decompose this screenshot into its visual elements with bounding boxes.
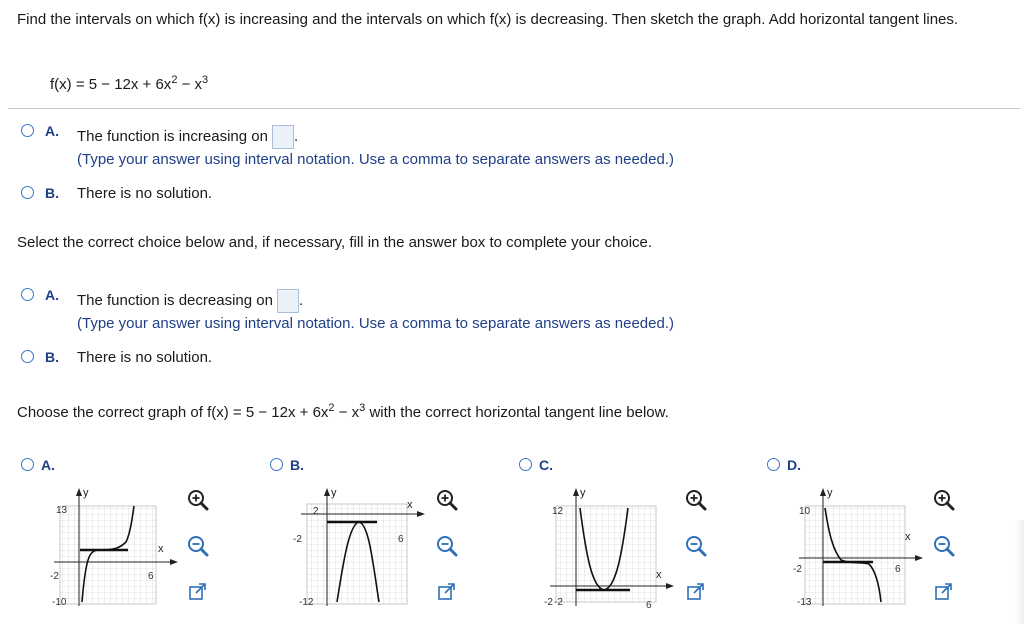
- graph-d-letter: D.: [787, 457, 801, 473]
- graph-b-x-label: x: [407, 499, 413, 511]
- divider: [8, 108, 1020, 109]
- function-exponent-2: 2: [171, 74, 178, 86]
- graph-b-popout-icon[interactable]: [437, 582, 457, 602]
- graph-d-xmin-tick: -2: [793, 564, 802, 575]
- part1-option-a-text: [77, 125, 298, 149]
- part2-period: .: [298, 291, 304, 309]
- graph-c-y-arrow: [573, 488, 579, 496]
- part2-option-b-radio[interactable]: [21, 350, 34, 363]
- graph-b-zoom-in-icon[interactable]: [435, 488, 459, 512]
- graph-c-x-arrow: [666, 583, 674, 589]
- graph-a-ymin-tick: -10: [52, 597, 67, 608]
- graph-d[interactable]: [785, 484, 935, 614]
- graph-d-ymin-tick: -13: [797, 597, 812, 608]
- scroll-edge-shadow: [1014, 520, 1024, 624]
- graph-a-radio[interactable]: [21, 458, 34, 471]
- part2-instruction: Select the correct choice below and, if necessary, fill in the answer box to complete your choice.: [17, 234, 653, 251]
- graph-c[interactable]: [536, 484, 686, 614]
- graph-a-zoom-out-icon[interactable]: [186, 534, 210, 558]
- part1-option-a-radio[interactable]: [21, 124, 34, 137]
- graph-b-y-arrow: [324, 488, 330, 496]
- graph-a-y-label: y: [83, 487, 89, 499]
- part1-option-a-hint: (Type your answer using interval notation. Use a comma to separate answers as needed.): [77, 151, 674, 168]
- part2-option-a-letter: A.: [45, 287, 59, 303]
- graph-a-x-arrow: [170, 559, 178, 565]
- graph-b-zoom-out-icon[interactable]: [435, 534, 459, 558]
- decreasing-answer-box[interactable]: [277, 289, 299, 313]
- graph-b-ymin-tick: -12: [299, 597, 314, 608]
- graph-a-popout-icon[interactable]: [188, 582, 208, 602]
- graph-c-popout-icon[interactable]: [686, 582, 706, 602]
- part2-option-a-radio[interactable]: [21, 288, 34, 301]
- graph-c-zoom-in-icon[interactable]: [684, 488, 708, 512]
- part1-option-b-radio[interactable]: [21, 186, 34, 199]
- graph-a-ymax-tick: 13: [56, 505, 68, 516]
- graph-d-y-arrow: [820, 488, 826, 496]
- graph-c-x-label: x: [656, 569, 662, 581]
- graph-d-x-label: x: [905, 531, 911, 543]
- graph-d-ymax-tick: 10: [799, 506, 811, 517]
- function-mid: − x: [177, 76, 203, 93]
- graph-b-xmin-tick: -2: [293, 534, 302, 545]
- graph-c-grid: [556, 506, 656, 602]
- part1-option-b-letter: B.: [45, 185, 59, 201]
- graph-a-xmin-tick: -2: [50, 571, 59, 582]
- graph-c-xmin-tick: -2: [544, 597, 553, 608]
- graph-b-letter: B.: [290, 457, 304, 473]
- graph-d-x-arrow: [915, 555, 923, 561]
- part1-period: .: [293, 127, 299, 145]
- graph-a-xmax-tick: 6: [148, 571, 154, 582]
- part3-instruction: [17, 404, 669, 421]
- graph-b[interactable]: [287, 484, 437, 614]
- part3-instruction-prefix: Choose the correct graph of f(x) = 5 − 12x + 6x: [17, 404, 329, 421]
- graph-b-grid: [307, 504, 407, 604]
- graph-b-x-arrow: [417, 511, 425, 517]
- part1-option-b-text: There is no solution.: [77, 185, 213, 202]
- graph-c-ymax-tick: 12: [552, 506, 564, 517]
- part2-option-a-hint: (Type your answer using interval notation. Use a comma to separate answers as needed.): [77, 315, 674, 332]
- graph-c-letter: C.: [539, 457, 553, 473]
- part2-option-b-letter: B.: [45, 349, 59, 365]
- graph-a-zoom-in-icon[interactable]: [186, 488, 210, 512]
- graph-a[interactable]: [38, 484, 188, 614]
- function-prefix: f(x) = 5 − 12x + 6x: [50, 76, 172, 93]
- graph-d-zoom-out-icon[interactable]: [932, 534, 956, 558]
- graph-d-zoom-in-icon[interactable]: [932, 488, 956, 512]
- graph-b-ymax-tick: 2: [313, 506, 319, 517]
- part2-option-a-text: [77, 289, 303, 313]
- part3-instruction-suffix: with the correct horizontal tangent line below.: [365, 404, 669, 421]
- graph-d-grid: [805, 506, 905, 604]
- graph-c-zoom-out-icon[interactable]: [684, 534, 708, 558]
- function-exponent-3: 3: [202, 74, 209, 86]
- graph-c-y-label: y: [580, 487, 586, 499]
- question-prompt: Find the intervals on which f(x) is increasing and the intervals on which f(x) is decreasing. Then sketch the graph. Add horizontal tangent lines.: [17, 11, 959, 28]
- graph-a-grid: [60, 506, 156, 604]
- part3-instruction-mid: − x: [334, 404, 360, 421]
- part1-option-a-letter: A.: [45, 123, 59, 139]
- graph-b-radio[interactable]: [270, 458, 283, 471]
- graph-d-popout-icon[interactable]: [934, 582, 954, 602]
- part2-option-a-label: The function is decreasing on: [77, 291, 273, 309]
- increasing-answer-box[interactable]: [272, 125, 294, 149]
- graph-d-xmax-tick: 6: [895, 564, 901, 575]
- graph-c-radio[interactable]: [519, 458, 532, 471]
- graph-a-y-arrow: [76, 488, 82, 496]
- graph-c-ymin-tick: -2: [554, 597, 563, 608]
- part1-option-a-label: The function is increasing on: [77, 127, 268, 145]
- graph-a-x-label: x: [158, 543, 164, 555]
- graph-c-xmax-tick: 6: [646, 600, 652, 611]
- graph-d-y-label: y: [827, 487, 833, 499]
- part3-exponent-2: 2: [328, 402, 335, 414]
- part2-option-b-text: There is no solution.: [77, 349, 213, 366]
- graph-a-letter: A.: [41, 457, 55, 473]
- part3-exponent-3: 3: [359, 402, 366, 414]
- graph-b-y-label: y: [331, 487, 337, 499]
- function-definition: [50, 76, 208, 93]
- graph-b-xmax-tick: 6: [398, 534, 404, 545]
- graph-d-radio[interactable]: [767, 458, 780, 471]
